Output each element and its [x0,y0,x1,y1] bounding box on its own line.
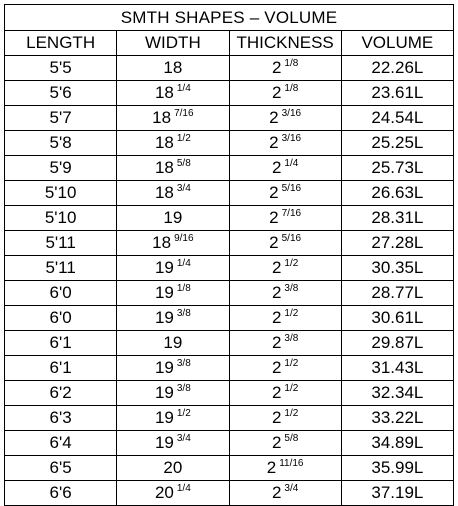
width-fraction: 5/8 [176,158,191,169]
width-cell [117,356,229,381]
width-cell [117,456,229,481]
column-header-length: LENGTH [5,31,117,56]
width-fraction: 3/8 [176,358,191,369]
thickness-fraction: 3/8 [284,283,299,294]
thickness-cell [229,306,341,331]
table-row [5,281,454,306]
width-cell [117,181,229,206]
thickness-whole: 2 [269,133,279,152]
width-cell [117,206,229,231]
width-whole: 18 [152,108,172,127]
width-cell [117,306,229,331]
title-row [5,5,454,31]
thickness-whole: 2 [269,233,279,252]
width-whole: 19 [163,333,183,352]
width-fraction: 1/4 [176,83,191,94]
width-fraction: 3/4 [176,183,191,194]
thickness-fraction: 5/8 [284,433,299,444]
width-cell [117,406,229,431]
volume-cell: 29.87L [341,331,453,356]
thickness-cell [229,256,341,281]
width-fraction: 7/16 [174,108,194,119]
width-whole: 20 [163,458,183,477]
width-cell [117,256,229,281]
width-cell [117,281,229,306]
table-row [5,81,454,106]
thickness-cell [229,281,341,306]
width-whole: 18 [154,133,174,152]
width-cell [117,231,229,256]
table-row [5,56,454,81]
width-fraction: 1/2 [176,408,191,419]
volume-cell: 37.19L [341,481,453,506]
width-cell [117,131,229,156]
thickness-cell [229,206,341,231]
table-row [5,231,454,256]
length-cell: 5'10 [5,181,117,206]
width-fraction: 3/8 [176,383,191,394]
volume-cell: 35.99L [341,456,453,481]
length-cell: 6'2 [5,381,117,406]
width-whole: 19 [163,208,183,227]
thickness-fraction: 1/2 [284,258,299,269]
volume-cell: 32.34L [341,381,453,406]
thickness-whole: 2 [271,258,282,277]
table-row [5,331,454,356]
width-fraction: 3/4 [176,433,191,444]
thickness-whole: 2 [271,383,282,402]
thickness-fraction: 3/4 [284,483,299,494]
length-cell: 6'1 [5,356,117,381]
width-whole: 20 [154,483,174,502]
width-fraction: 3/8 [176,308,191,319]
volume-cell: 26.63L [341,181,453,206]
volume-cell: 27.28L [341,231,453,256]
volume-cell: 25.73L [341,156,453,181]
length-cell: 6'0 [5,306,117,331]
volume-cell: 23.61L [341,81,453,106]
volume-cell: 33.22L [341,406,453,431]
thickness-whole: 2 [269,183,279,202]
table-row [5,481,454,506]
width-whole: 19 [154,358,174,377]
length-cell: 6'5 [5,456,117,481]
thickness-fraction: 1/2 [284,308,299,319]
volume-cell: 28.77L [341,281,453,306]
table-row [5,106,454,131]
thickness-cell [229,331,341,356]
thickness-fraction: 3/16 [281,108,302,119]
table-row [5,156,454,181]
length-cell: 6'1 [5,331,117,356]
thickness-whole: 2 [271,308,282,327]
thickness-cell [229,106,341,131]
table-title: SMTH SHAPES – VOLUME [5,5,454,31]
width-fraction: 9/16 [174,233,194,244]
volume-table [4,4,454,506]
thickness-fraction: 3/8 [284,333,299,344]
thickness-cell [229,456,341,481]
thickness-fraction: 1/8 [284,83,299,94]
table-row [5,356,454,381]
width-cell [117,156,229,181]
thickness-whole: 2 [271,83,282,102]
thickness-fraction: 1/2 [284,408,299,419]
thickness-whole: 2 [269,208,279,227]
table-row [5,456,454,481]
thickness-whole: 2 [266,458,277,477]
length-cell: 5'11 [5,256,117,281]
thickness-fraction: 5/16 [281,183,302,194]
thickness-cell [229,381,341,406]
table-body [5,56,454,506]
thickness-cell [229,81,341,106]
thickness-fraction: 11/16 [279,458,304,469]
width-cell [117,481,229,506]
thickness-whole: 2 [271,408,282,427]
length-cell: 6'4 [5,431,117,456]
width-whole: 19 [154,383,174,402]
thickness-fraction: 1/2 [284,383,299,394]
thickness-whole: 2 [271,283,282,302]
table-row [5,131,454,156]
volume-cell: 30.61L [341,306,453,331]
width-fraction: 1/8 [176,283,191,294]
volume-cell: 25.25L [341,131,453,156]
width-cell [117,106,229,131]
width-whole: 18 [154,183,174,202]
table-row [5,406,454,431]
thickness-fraction: 7/16 [281,208,302,219]
thickness-whole: 2 [271,333,282,352]
volume-cell: 28.31L [341,206,453,231]
thickness-whole: 2 [271,358,282,377]
thickness-fraction: 1/4 [284,158,299,169]
thickness-cell [229,481,341,506]
length-cell: 6'6 [5,481,117,506]
width-fraction: 1/2 [176,133,191,144]
thickness-fraction: 3/16 [281,133,302,144]
thickness-cell [229,156,341,181]
thickness-cell [229,356,341,381]
thickness-cell [229,431,341,456]
width-whole: 18 [154,158,174,177]
width-whole: 19 [154,408,174,427]
thickness-fraction: 1/2 [284,358,299,369]
length-cell: 5'8 [5,131,117,156]
thickness-cell [229,406,341,431]
thickness-whole: 2 [271,483,282,502]
length-cell: 5'6 [5,81,117,106]
thickness-whole: 2 [271,58,282,77]
width-whole: 19 [154,308,174,327]
volume-cell: 24.54L [341,106,453,131]
column-header-volume: VOLUME [341,31,453,56]
width-whole: 19 [154,433,174,452]
volume-cell: 22.26L [341,56,453,81]
thickness-cell [229,181,341,206]
width-fraction: 1/4 [176,258,191,269]
thickness-whole: 2 [271,158,282,177]
width-cell [117,81,229,106]
volume-cell: 34.89L [341,431,453,456]
width-whole: 19 [154,258,174,277]
column-header-width: WIDTH [117,31,229,56]
width-cell [117,381,229,406]
width-whole: 19 [154,283,174,302]
length-cell: 5'7 [5,106,117,131]
volume-cell: 30.35L [341,256,453,281]
length-cell: 5'5 [5,56,117,81]
width-whole: 18 [154,83,174,102]
width-whole: 18 [152,233,172,252]
table-row [5,181,454,206]
thickness-cell [229,231,341,256]
length-cell: 5'9 [5,156,117,181]
table-row [5,306,454,331]
column-header-thickness: THICKNESS [229,31,341,56]
table-row [5,256,454,281]
length-cell: 5'11 [5,231,117,256]
volume-table-container [4,4,454,506]
thickness-whole: 2 [269,108,279,127]
thickness-fraction: 1/8 [284,58,299,69]
volume-cell: 31.43L [341,356,453,381]
width-whole: 18 [163,58,183,77]
thickness-cell [229,131,341,156]
length-cell: 6'3 [5,406,117,431]
length-cell: 5'10 [5,206,117,231]
thickness-fraction: 5/16 [281,233,302,244]
table-row [5,206,454,231]
width-cell [117,331,229,356]
table-row [5,431,454,456]
width-cell [117,431,229,456]
thickness-cell [229,56,341,81]
table-row [5,381,454,406]
width-fraction: 1/4 [176,483,191,494]
header-row [5,31,454,56]
width-cell [117,56,229,81]
length-cell: 6'0 [5,281,117,306]
thickness-whole: 2 [271,433,282,452]
